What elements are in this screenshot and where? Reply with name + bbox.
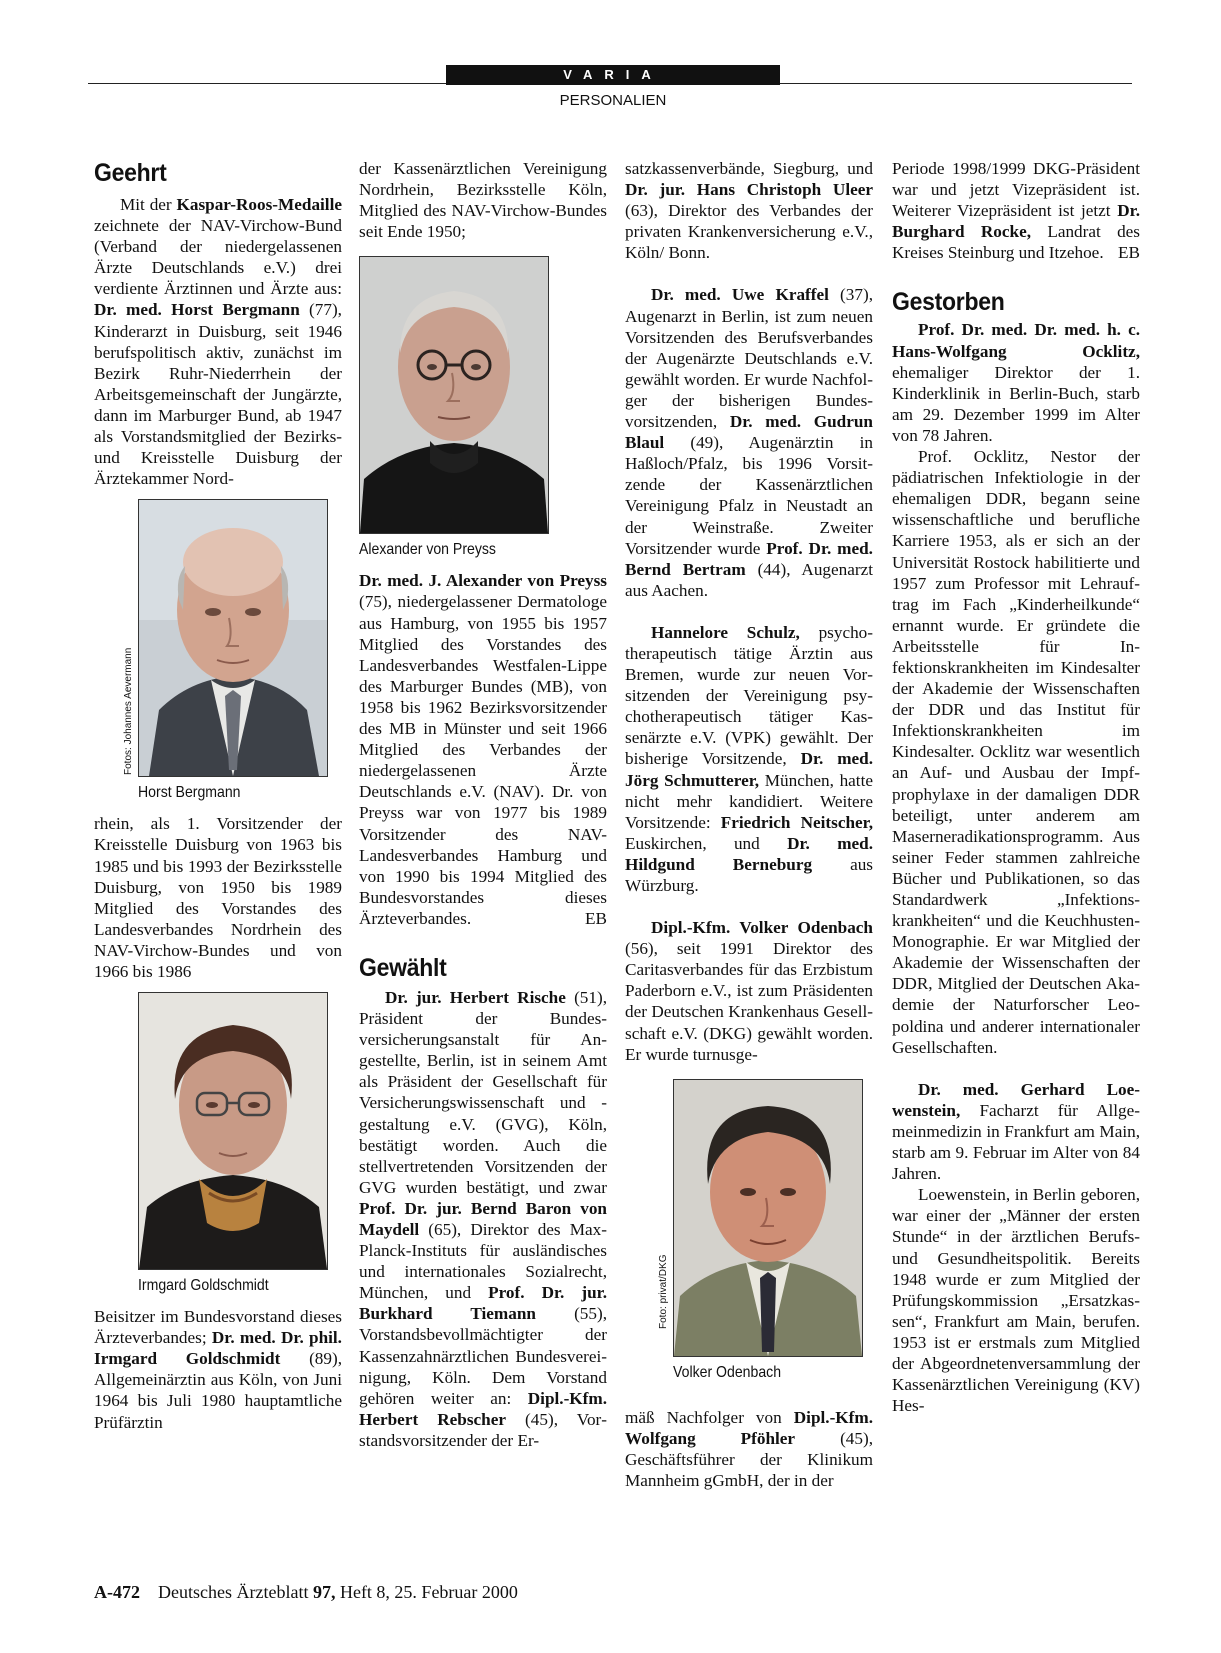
portrait-goldschmidt-image	[138, 992, 328, 1270]
photo-credit-aevermann: Fotos: Johannes Aevermann	[123, 648, 134, 776]
column-3	[625, 158, 873, 1491]
paragraph-goldschmidt-cont: der Kassenärztlichen Vereinigung Nordrhein, Bezirksstelle Köln, Mitglied des NAV-Virchow-Bundes seit Ende 1950;	[359, 159, 607, 242]
photo-odenbach	[658, 1079, 873, 1383]
paragraph-schulz: Hannelore Schulz, psychotherapeutisch tätige Ärztin aus Bremen, wurde zur neuen Vorsitzenden der Vereinigung psychotherapeutisch tätiger Kassenärzte e.V. (VPK) gewählt. Der bisherige Vorsitzende, Dr. med. Jörg Schmutterer, München, hatte nicht mehr kandidiert. Weitere Vorsitzende: Friedrich Neitscher, Euskirchen, und Dr. med. Hildgund Berneburg aus Würzburg.	[625, 622, 873, 895]
photo-bergmann	[123, 499, 342, 803]
paragraph-pfoehler: mäß Nachfolger von Dipl.-Kfm. Wolfgang Pföhler (45), Geschäftsführer der Klinikum Mannheim gGmbH, der in der	[625, 1407, 873, 1491]
caption-goldschmidt: Irmgard Goldschmidt	[138, 1277, 269, 1295]
photo-preyss	[359, 256, 607, 560]
paragraph-loewenstein: Dr. med. Gerhard Loewenstein, Facharzt für Allgemeinmedizin in Frankfurt am Main, starb am 9. Februar im Alter von 84 Jahren.	[892, 1079, 1140, 1184]
paragraph-ocklitz: Prof. Dr. med. Dr. med. h. c. Hans-Wolfgang Ocklitz, ehemaliger Direktor der 1. Kinderklinik in Berlin-Buch, starb am 29. Dezember 1999 im Alter von 78 Jahren.	[892, 320, 1140, 445]
paragraph-bergmann-cont: rhein, als 1. Vorsitzender der Kreisstelle Duisburg von 1963 bis 1985 und bis 1993 der Bezirksstelle Duisburg, von 1950 bis 1989 Mitglied des Vorstandes des Landesverbandes Nordrhein des NAV-Virchow-Bundes und von 1966 bis 1986	[94, 814, 342, 981]
heading-gestorben: Gestorben	[892, 288, 1005, 317]
page-number: A-472	[94, 1582, 140, 1602]
journal-name: Deutsches Ärzteblatt	[158, 1582, 309, 1602]
paragraph-rische: Dr. jur. Herbert Rische (51), Präsident der Bundesversicherungsanstalt für Angestellte, Berlin, ist in seinem Amt als Präsident der Gesellschaft für Versicherungswissenschaft und -gestaltung e.V. (GVG), Köln, bestätigt worden. Auch die stellvertretenden Vorsitzenden der GVG wurden bestätigt, und zwar Prof. Dr. jur. Bernd Baron von Maydell (65), Direktor des Max-Planck-Instituts für ausländisches und internationales Sozialrecht, München, und Prof. Dr. jur. Burkhard Tiemann (55), Vorstandsbevollmächtigter der Kassenzahnärztlichen Bundesvereinigung, Köln. Dem Vorstand gehören weiter an: Dipl.-Kfm. Herbert Rebscher (45), Vorstandsvorsitzender der Er-	[359, 987, 608, 1450]
column-1	[94, 158, 342, 1433]
paragraph-odenbach: Dipl.-Kfm. Volker Odenbach (56), seit 1991 Direktor des Caritasverbandes für das Erzbistum Paderborn e.V., ist zum Präsidenten der Deutschen Krankenhaus Gesellschaft e.V. (DKG) gewählt worden. Er wurde turnusge-	[625, 918, 873, 1064]
caption-odenbach: Volker Odenbach	[673, 1363, 782, 1381]
page-footer	[94, 1582, 518, 1603]
portrait-preyss-image	[359, 256, 549, 534]
column-2	[359, 158, 607, 1451]
subsection-label: PERSONALIEN	[559, 92, 667, 109]
paragraph-preyss: Dr. med. J. Alexander von Preyss (75), niedergelassener Dermatologe aus Hamburg, von 1955 bis 1957 Mitglied des Vorstandes des Landesverbandes Westfalen-Lippe des Marburger Bundes (MB), von 1958 bis 1962 Bezirksvorsitzender des MB in Münster und seit 1966 Mitglied des Verbandes der niedergelassenen Ärzte Deutschlands e.V. (NAV). Dr. von Preyss war von 1977 bis 1989 Vorsitzender des NAV-Landesverbandes Hamburg und von 1990 bis 1994 Mitglied des Bundesvorstandes dieses Ärzteverbandes. EB	[359, 571, 607, 928]
section-label: VARIA	[446, 65, 780, 85]
photo-credit-dkg: Foto: privat/DKG	[658, 1254, 669, 1329]
photo-goldschmidt	[138, 992, 342, 1296]
paragraph-goldschmidt: Beisitzer im Bundesvorstand dieses Ärzteverbandes; Dr. med. Dr. phil. Irmgard Goldschmidt (89), Allgemeinärztin aus Köln, von Juni 1964 bis Juli 1980 hauptamtliche Prüfärztin	[94, 1307, 342, 1432]
journal-issue: Heft 8, 25. Februar 2000	[339, 1582, 518, 1602]
caption-preyss: Alexander von Preyss	[359, 541, 496, 559]
paragraph-uleer: satzkassenverbände, Siegburg, und Dr. jur. Hans Christoph Uleer (63), Direktor des Verbandes der privaten Krankenversicherung e.V., Köln/ Bonn.	[625, 159, 873, 263]
journal-volume: 97,	[312, 1582, 336, 1602]
paragraph-ocklitz-career: Prof. Ocklitz, Nestor der pädiatrischen Infektiologie in der ehemaligen DDR, begann seine wissenschaftliche und berufliche Karriere 1953, als er sich an der Universität Rostock habilitierte und 1957 zum Professor mit Lehrauftrag im Fach „Kinderheilkunde“ ernannt wurde. Er gründete die Arbeitsstelle für Infektionskrankheiten im Kindesalter der Akademie der Wissenschaften der DDR und das Institut für Infektionskrankheiten im Kindesalter. Ocklitz war wesentlich an Auf- und Ausbau der Impfprophylaxe in der damaligen DDR beteiligt, unter anderem am Maserneradikationsprogramm. Aus seiner Feder stammen zahlreiche Bücher und Publikationen, so das Standardwerk „Infektionskrankheiten“ und die Keuchhusten-Monographie. Er war Mitglied der Akademie der Wissenschaften der DDR, Mitglied der Deutschen Akademie der Naturforscher Leopoldina und anderer internationaler Gesellschaften.	[892, 447, 1140, 1057]
heading-geehrt: Geehrt	[94, 159, 167, 187]
portrait-odenbach-image	[673, 1079, 863, 1357]
paragraph-bergmann: Mit der Kaspar-Roos-Medaille zeichnete der NAV-Virchow-Bund (Verband der niedergelassenen Ärzte Deutschlands e.V.) drei verdiente Ärztinnen und Ärzte aus: Dr. med. Horst Bergmann (77), Kinderarzt in Duisburg, seit 1946 berufspolitisch aktiv, zunächst im Bezirk Ruhr-Niederrhein der Arbeitsgemeinschaft der Jungärzte, dann im Marburger Bund, ab 1947 als Vorstandsmitglied der Bezirks- und Kreisstelle Duisburg der Ärztekammer Nord-	[94, 195, 342, 489]
caption-bergmann: Horst Bergmann	[138, 784, 241, 802]
column-4	[892, 158, 1140, 1416]
portrait-bergmann-image	[138, 499, 328, 777]
heading-gewaehlt: Gewählt	[359, 953, 447, 982]
paragraph-kraffel: Dr. med. Uwe Kraffel (37), Augenarzt in Berlin, ist zum neuen Vorsitzenden des Berufsverbandes der Augenärzte Deutschlands e.V. gewählt worden. Er wurde Nachfolger der bisherigen Bundesvorsitzenden, Dr. med. Gudrun Blaul (49), Augenärztin in Haßloch/Pfalz, bis 1996 Vorsitzende der Kassenärztlichen Vereinigung Pfalz in Neustadt an der Weinstraße. Zweiter Vorsitzender wurde Prof. Dr. med. Bernd Bertram (44), Augenarzt aus Aachen.	[625, 285, 874, 600]
paragraph-rocke: Periode 1998/1999 DKG-Präsident war und jetzt Vizepräsident ist. Weiterer Vizepräsident ist jetzt Dr. Burghard Rocke, Landrat des Kreises Steinburg und Itzehoe. EB	[892, 159, 1140, 263]
paragraph-loewenstein-career: Loewenstein, in Berlin geboren, war einer der „Männer der ersten Stunde“ in der ärztlichen Berufs- und Gesundheitspolitik. Bereits 1948 wurde er zum Mitglied der Prüfungskommission „Ersatzkassen“, Frankfurt am Main, berufen. 1953 ist er erstmals zum Mitglied der Abgeordnetenversammlung der Kassenärztlichen Vereinigung (KV) Hes-	[892, 1185, 1140, 1416]
